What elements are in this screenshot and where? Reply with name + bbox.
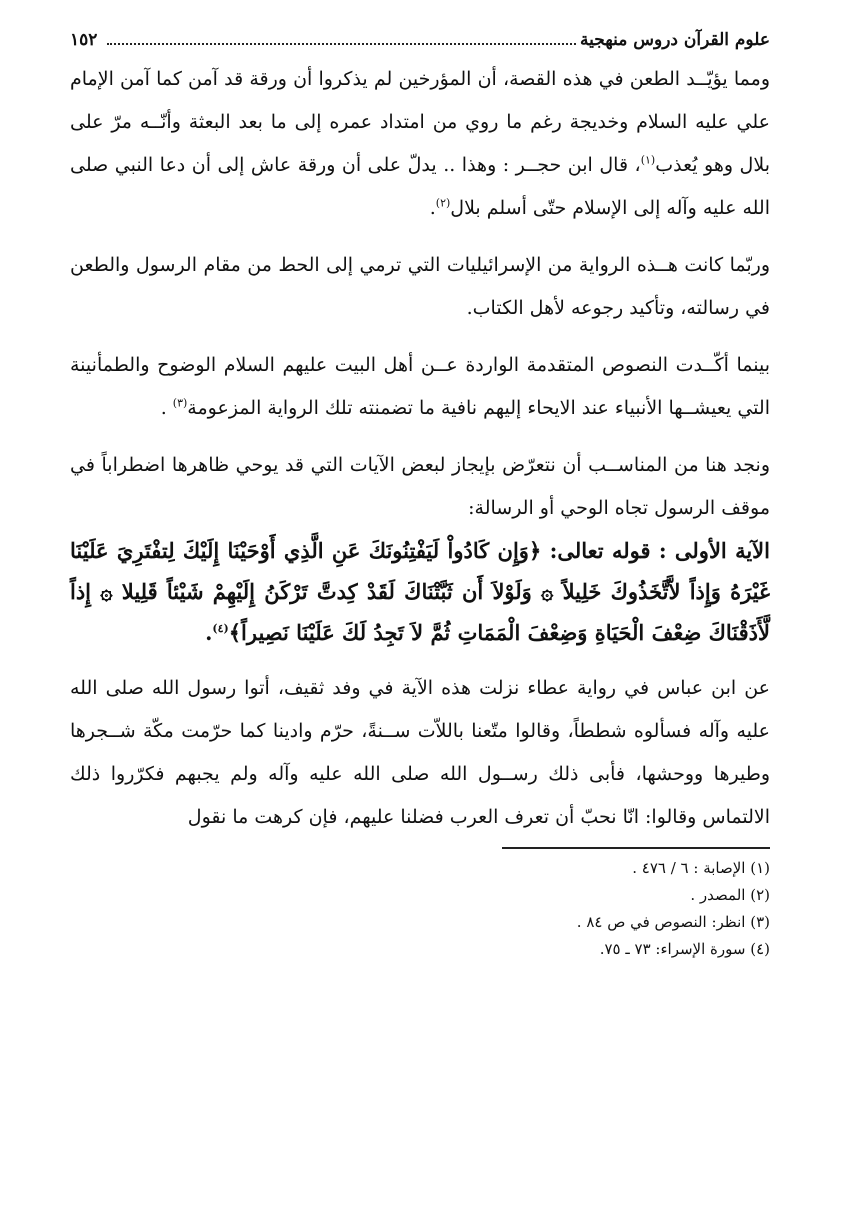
footnote-separator — [502, 847, 770, 849]
paragraph-3 — [70, 344, 770, 430]
footnote-2: (٢) المصدر . — [690, 886, 770, 904]
paragraph-1-tail: ، قال ابن حجــر : وهذا .. يدلّ على أن ورقة عاش إلى أن دعا النبي صلى الله عليه وآله إلى الإسلام حتّى أسلم بلال — [70, 154, 770, 219]
paragraph-5: عن ابن عباس في رواية عطاء نزلت هذه الآية في وفد ثقيف، أتوا رسول الله صلى الله عليه وآله فسألوه شططاً، وقالوا متّعنا باللاّت ســنةً، حرّم وادينا كما حرّمت مكّة شــجرها وطيرها ووحشها، فأبى ذلك رســول الله صلى الله عليه وآله ولم يجبهم فكرّروا ذلك الالتماس وقالوا: انّا نحبّ أن تعرف العرب فضلنا عليهم، فإن كرهت ما نقول — [70, 677, 770, 828]
footnote-4: (٤) سورة الإسراء: ٧٣ ـ ٧٥. — [599, 940, 770, 958]
paragraph-3-text: بينما أكّــدت النصوص المتقدمة الواردة عــن أهل البيت عليهم السلام الوضوح والطمأنينة التي يعيشــها الأنبياء عند الايحاء إليهم نافية ما تضمنته تلك الرواية المزعومة — [70, 354, 770, 419]
footnote-1: (١) الإصابة : ٦ / ٤٧٦ . — [632, 859, 770, 877]
verse-intro: الآية الأولى : قوله تعالى: — [549, 538, 770, 563]
paragraph-3-end: . — [160, 397, 173, 419]
running-header — [70, 30, 770, 58]
paragraph-1-text: ومما يؤيّــد الطعن في هذه القصة، أن المؤرخين لم يذكروا أن ورقة قد آمن كما آمن الإمام علي عليه السلام وخديجة رغم ما روي من امتداد عمره إلى ما بعد البعثة وأنّــه مرّ على بلال وهو يُعذب — [70, 68, 770, 176]
footnote-ref-4: (٤) — [212, 622, 229, 635]
footnote-3: (٣) انظر: النصوص في ص ٨٤ . — [576, 913, 770, 931]
footnote-ref-2: (٢) — [435, 196, 451, 210]
paragraph-1 — [70, 58, 770, 230]
page-number: ١٥٢ — [70, 30, 98, 50]
verse-paragraph — [70, 530, 770, 653]
verse-text: ﴿وَإِن كَادُواْ لَيَفْتِنُونَكَ عَنِ الَّذِي أَوْحَيْنَا إِلَيْكَ لِتفْتَرِيَ عَلَيْنَا غَيْرَهُ وَإِذاً لاَّتَّخَذُوكَ خَلِيلاً ۞ وَلَوْلاَ أَن ثَبَّتْنَاكَ لَقَدْ كِدتَّ تَرْكَنُ إِلَيْهِمْ شَيْئاً قَلِيلا ۞ إِذاً لَّأَذَقْنَاكَ ضِعْفَ الْحَيَاةِ وَضِعْفَ الْمَمَاتِ ثُمَّ لاَ تَجِدُ لَكَ عَلَيْنَا نَصِيراً﴾ — [70, 538, 770, 645]
page — [70, 30, 770, 963]
footnote-ref-1: (١) — [640, 153, 656, 167]
footnote-ref-3: (٣) — [172, 396, 188, 410]
header-leader-dots — [107, 43, 576, 45]
verse-end: . — [205, 620, 213, 645]
paragraph-2: وربّما كانت هــذه الرواية من الإسرائيليات التي ترمي إلى الحط من مقام الرسول والطعن في رسالته، وتأكيد رجوعه لأهل الكتاب. — [70, 254, 770, 319]
paragraph-4: ونجد هنا من المناســب أن نتعرّض بإيجاز لبعض الآيات التي قد يوحي ظاهرها اضطراباً في موقف الرسول تجاه الوحي أو الرسالة: — [70, 454, 770, 519]
book-title: علوم القرآن دروس منهجية — [580, 30, 770, 50]
paragraph-1-end: . — [429, 197, 436, 219]
